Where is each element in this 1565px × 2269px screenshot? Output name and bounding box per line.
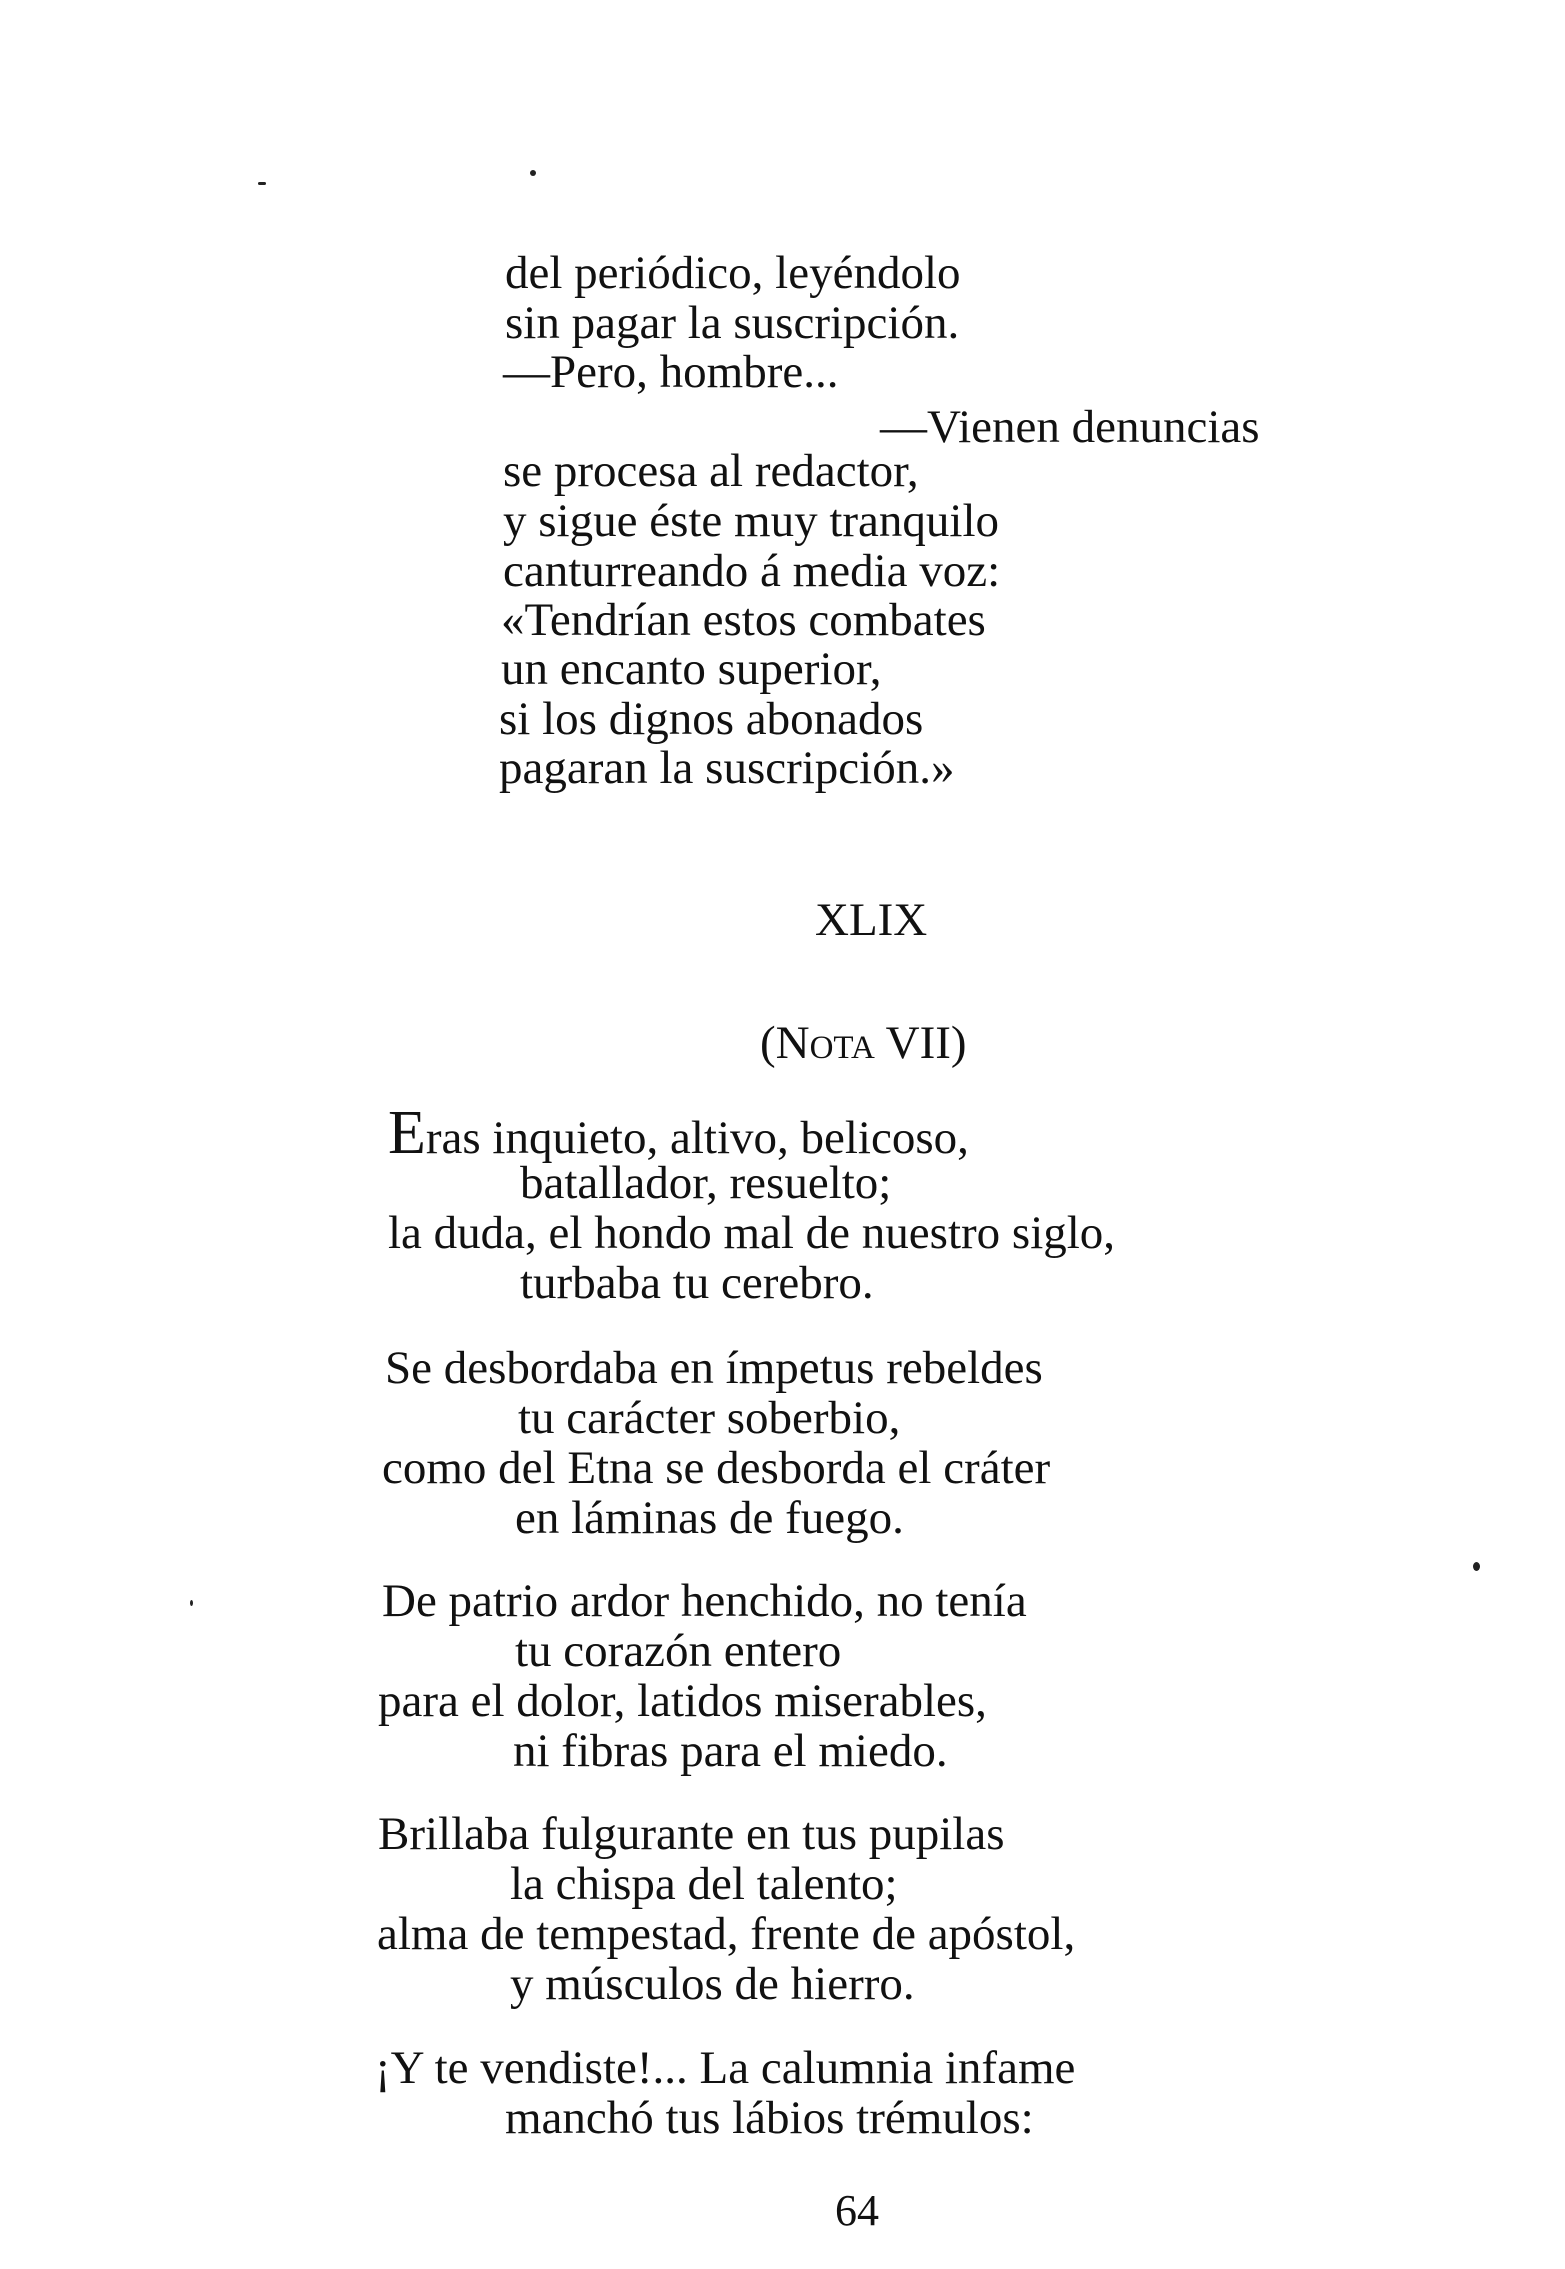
verse-line: sin pagar la suscripción.	[505, 297, 960, 349]
note-number: VII)	[874, 1017, 967, 1069]
scan-speck	[190, 1600, 193, 1606]
note-open: (	[760, 1017, 776, 1069]
scan-speck	[258, 182, 266, 185]
verse-line: y sigue éste muy tranquilo	[503, 495, 1000, 547]
section-number: XLIX	[815, 894, 928, 946]
verse-line: tu carácter soberbio,	[518, 1392, 901, 1444]
verse-line: en láminas de fuego.	[515, 1492, 904, 1544]
page-number: 64	[835, 2186, 879, 2235]
scan-speck	[1473, 1562, 1480, 1571]
verse-line: alma de tempestad, frente de apóstol,	[377, 1908, 1076, 1960]
verse-line: De patrio ardor henchido, no tenía	[382, 1575, 1027, 1627]
verse-line: si los dignos abonados	[499, 693, 924, 745]
verse-line: turbaba tu cerebro.	[520, 1257, 874, 1309]
initial-letter: E	[388, 1099, 426, 1167]
verse-line: canturreando á media voz:	[503, 545, 1001, 597]
verse-line: tu corazón entero	[515, 1625, 842, 1677]
verse-line: ni fibras para el miedo.	[513, 1725, 948, 1777]
verse-line: del periódico, leyéndolo	[505, 247, 961, 299]
verse-line: Se desbordaba en ímpetus rebeldes	[385, 1342, 1043, 1394]
verse-line: para el dolor, latidos miserables,	[378, 1675, 987, 1727]
verse-line: «Tendrían estos combates	[501, 594, 986, 646]
section-note	[760, 1015, 967, 1071]
verse-line: y músculos de hierro.	[510, 1958, 915, 2010]
verse-line: Brillaba fulgurante en tus pupilas	[378, 1808, 1005, 1860]
verse-line: ¡Y te vendiste!... La calumnia infame	[375, 2042, 1076, 2094]
verse-line: la duda, el hondo mal de nuestro siglo,	[388, 1207, 1116, 1259]
verse-line: se procesa al redactor,	[503, 445, 919, 497]
note-word: Nota	[775, 1017, 875, 1069]
verse-line: —Vienen denuncias	[880, 401, 1260, 453]
verse-line: manchó tus lábios trémulos:	[505, 2092, 1034, 2144]
verse-line: como del Etna se desborda el cráter	[382, 1442, 1051, 1494]
verse-line: un encanto superior,	[501, 643, 882, 695]
verse-line: pagaran la suscripción.»	[499, 742, 955, 794]
verse-line: la chispa del talento;	[510, 1858, 898, 1910]
verse-text: ras inquieto, altivo, belicoso,	[425, 1112, 969, 1164]
verse-line: —Pero, hombre...	[503, 346, 839, 398]
verse-line: batallador, resuelto;	[520, 1157, 892, 1209]
scan-speck	[530, 170, 536, 176]
